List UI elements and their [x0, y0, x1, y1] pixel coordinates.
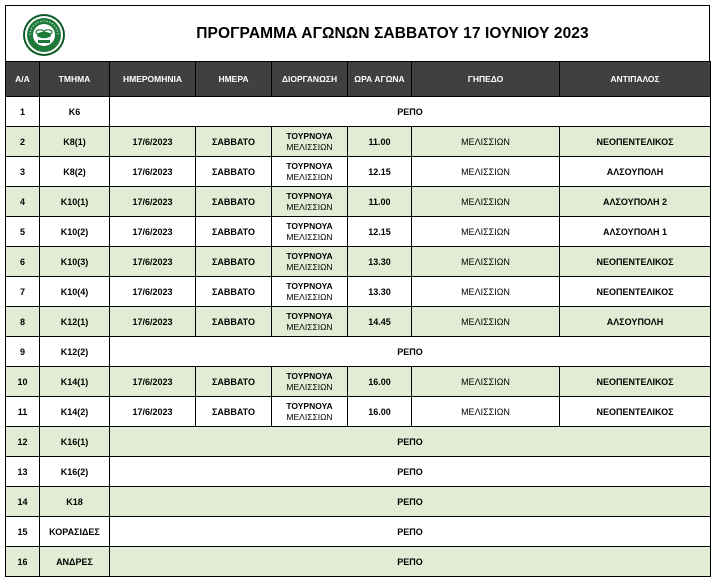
repo-cell: ΡΕΠΟ [110, 547, 711, 577]
competition-cell [272, 187, 348, 217]
venue-cell: ΜΕΛΙΣΣΙΩΝ [412, 247, 560, 277]
competition-line-1: ΤΟΥΡΝΟΥΑ [286, 130, 333, 141]
competition-cell [272, 367, 348, 397]
competition-line-2: ΜΕΛΙΣΣΙΩΝ [286, 171, 333, 182]
column-header: ΔΙΟΡΓΑΝΩΣΗ [272, 62, 348, 97]
competition-cell [272, 397, 348, 427]
competition-line-2: ΜΕΛΙΣΣΙΩΝ [286, 321, 333, 332]
opponent-cell: ΝΕΟΠΕΝΤΕΛΙΚΟΣ [560, 397, 711, 427]
opponent-cell: ΑΛΣΟΥΠΟΛΗ [560, 157, 711, 187]
competition-line-1: ΤΟΥΡΝΟΥΑ [286, 220, 333, 231]
repo-cell: ΡΕΠΟ [110, 457, 711, 487]
competition-cell [272, 157, 348, 187]
date-cell: 17/6/2023 [110, 307, 196, 337]
opponent-cell: ΑΛΣΟΥΠΟΛΗ 1 [560, 217, 711, 247]
competition-line-2: ΜΕΛΙΣΣΙΩΝ [286, 291, 333, 302]
row-number-cell: 1 [6, 97, 40, 127]
club-crest-icon [22, 13, 66, 57]
competition-line-1: ΤΟΥΡΝΟΥΑ [286, 400, 333, 411]
team-cell: Κ10(1) [40, 187, 110, 217]
venue-cell: ΜΕΛΙΣΣΙΩΝ [412, 277, 560, 307]
time-cell: 12.15 [348, 217, 412, 247]
table-row [6, 127, 711, 157]
table-body [6, 97, 711, 577]
time-cell: 16.00 [348, 397, 412, 427]
team-cell: Κ16(2) [40, 457, 110, 487]
table-row [6, 487, 711, 517]
competition-line-1: ΤΟΥΡΝΟΥΑ [286, 250, 333, 261]
competition-line-1: ΤΟΥΡΝΟΥΑ [286, 280, 333, 291]
table-row [6, 337, 711, 367]
table-row [6, 277, 711, 307]
date-cell: 17/6/2023 [110, 157, 196, 187]
time-cell: 14.45 [348, 307, 412, 337]
venue-cell: ΜΕΛΙΣΣΙΩΝ [412, 187, 560, 217]
page-title: ΠΡΟΓΡΑΜΜΑ ΑΓΩΝΩΝ ΣΑΒΒΑΤΟΥ 17 ΙΟΥΝΙΟΥ 2023 [196, 25, 589, 42]
team-cell: Κ14(2) [40, 397, 110, 427]
competition-line-2: ΜΕΛΙΣΣΙΩΝ [286, 201, 333, 212]
day-cell: ΣΑΒΒΑΤΟ [196, 397, 272, 427]
repo-cell: ΡΕΠΟ [110, 97, 711, 127]
table-row [6, 397, 711, 427]
table-row [6, 187, 711, 217]
team-cell: Κ6 [40, 97, 110, 127]
team-cell: Κ12(2) [40, 337, 110, 367]
row-number-cell: 6 [6, 247, 40, 277]
day-cell: ΣΑΒΒΑΤΟ [196, 217, 272, 247]
competition-line-1: ΤΟΥΡΝΟΥΑ [286, 190, 333, 201]
table-row [6, 367, 711, 397]
table-row [6, 457, 711, 487]
opponent-cell: ΝΕΟΠΕΝΤΕΛΙΚΟΣ [560, 127, 711, 157]
table-row [6, 517, 711, 547]
opponent-cell: ΝΕΟΠΕΝΤΕΛΙΚΟΣ [560, 247, 711, 277]
opponent-cell: ΝΕΟΠΕΝΤΕΛΙΚΟΣ [560, 277, 711, 307]
table-row [6, 247, 711, 277]
competition-cell [272, 247, 348, 277]
table-row [6, 217, 711, 247]
repo-cell: ΡΕΠΟ [110, 487, 711, 517]
column-header: ΗΜΕΡΑ [196, 62, 272, 97]
date-cell: 17/6/2023 [110, 397, 196, 427]
table-row [6, 97, 711, 127]
column-header: ΑΝΤΙΠΑΛΟΣ [560, 62, 711, 97]
repo-cell: ΡΕΠΟ [110, 427, 711, 457]
venue-cell: ΜΕΛΙΣΣΙΩΝ [412, 367, 560, 397]
time-cell: 13.30 [348, 277, 412, 307]
column-header: ΤΜΗΜΑ [40, 62, 110, 97]
competition-line-2: ΜΕΛΙΣΣΙΩΝ [286, 141, 333, 152]
repo-cell: ΡΕΠΟ [110, 517, 711, 547]
schedule-sheet [5, 5, 710, 577]
venue-cell: ΜΕΛΙΣΣΙΩΝ [412, 397, 560, 427]
competition-cell [272, 217, 348, 247]
team-cell: Κ18 [40, 487, 110, 517]
competition-line-2: ΜΕΛΙΣΣΙΩΝ [286, 231, 333, 242]
day-cell: ΣΑΒΒΑΤΟ [196, 187, 272, 217]
row-number-cell: 13 [6, 457, 40, 487]
column-header: ΗΜΕΡΟΜΗΝΙΑ [110, 62, 196, 97]
time-cell: 11.00 [348, 127, 412, 157]
date-cell: 17/6/2023 [110, 217, 196, 247]
venue-cell: ΜΕΛΙΣΣΙΩΝ [412, 157, 560, 187]
competition-line-1: ΤΟΥΡΝΟΥΑ [286, 310, 333, 321]
column-header: ΓΗΠΕΔΟ [412, 62, 560, 97]
row-number-cell: 7 [6, 277, 40, 307]
competition-line-2: ΜΕΛΙΣΣΙΩΝ [286, 411, 333, 422]
row-number-cell: 2 [6, 127, 40, 157]
competition-line-2: ΜΕΛΙΣΣΙΩΝ [286, 381, 333, 392]
team-cell: Κ10(4) [40, 277, 110, 307]
venue-cell: ΜΕΛΙΣΣΙΩΝ [412, 127, 560, 157]
day-cell: ΣΑΒΒΑΤΟ [196, 277, 272, 307]
row-number-cell: 3 [6, 157, 40, 187]
team-cell: Κ14(1) [40, 367, 110, 397]
row-number-cell: 4 [6, 187, 40, 217]
competition-cell [272, 127, 348, 157]
row-number-cell: 8 [6, 307, 40, 337]
row-number-cell: 15 [6, 517, 40, 547]
competition-cell [272, 277, 348, 307]
table-row [6, 157, 711, 187]
competition-line-2: ΜΕΛΙΣΣΙΩΝ [286, 261, 333, 272]
date-cell: 17/6/2023 [110, 127, 196, 157]
team-cell: Κ8(2) [40, 157, 110, 187]
row-number-cell: 10 [6, 367, 40, 397]
competition-line-1: ΤΟΥΡΝΟΥΑ [286, 370, 333, 381]
time-cell: 11.00 [348, 187, 412, 217]
table-row [6, 547, 711, 577]
team-cell: Κ10(3) [40, 247, 110, 277]
team-cell: Κ10(2) [40, 217, 110, 247]
competition-cell [272, 307, 348, 337]
venue-cell: ΜΕΛΙΣΣΙΩΝ [412, 307, 560, 337]
time-cell: 13.30 [348, 247, 412, 277]
date-cell: 17/6/2023 [110, 247, 196, 277]
team-cell: Κ8(1) [40, 127, 110, 157]
schedule-table [5, 61, 711, 577]
row-number-cell: 5 [6, 217, 40, 247]
date-cell: 17/6/2023 [110, 187, 196, 217]
row-number-cell: 12 [6, 427, 40, 457]
team-cell: Κ12(1) [40, 307, 110, 337]
team-cell: ΑΝΔΡΕΣ [40, 547, 110, 577]
sheet-header [5, 5, 710, 61]
team-cell: ΚΟΡΑΣΙΔΕΣ [40, 517, 110, 547]
opponent-cell: ΑΛΣΟΥΠΟΛΗ [560, 307, 711, 337]
day-cell: ΣΑΒΒΑΤΟ [196, 157, 272, 187]
day-cell: ΣΑΒΒΑΤΟ [196, 307, 272, 337]
table-row [6, 307, 711, 337]
time-cell: 16.00 [348, 367, 412, 397]
row-number-cell: 9 [6, 337, 40, 367]
day-cell: ΣΑΒΒΑΤΟ [196, 367, 272, 397]
opponent-cell: ΝΕΟΠΕΝΤΕΛΙΚΟΣ [560, 367, 711, 397]
day-cell: ΣΑΒΒΑΤΟ [196, 127, 272, 157]
row-number-cell: 14 [6, 487, 40, 517]
table-row [6, 427, 711, 457]
row-number-cell: 11 [6, 397, 40, 427]
opponent-cell: ΑΛΣΟΥΠΟΛΗ 2 [560, 187, 711, 217]
row-number-cell: 16 [6, 547, 40, 577]
column-header: ΩΡΑ ΑΓΩΝΑ [348, 62, 412, 97]
column-header: Α/Α [6, 62, 40, 97]
venue-cell: ΜΕΛΙΣΣΙΩΝ [412, 217, 560, 247]
repo-cell: ΡΕΠΟ [110, 337, 711, 367]
competition-line-1: ΤΟΥΡΝΟΥΑ [286, 160, 333, 171]
date-cell: 17/6/2023 [110, 277, 196, 307]
time-cell: 12.15 [348, 157, 412, 187]
date-cell: 17/6/2023 [110, 367, 196, 397]
day-cell: ΣΑΒΒΑΤΟ [196, 247, 272, 277]
team-cell: Κ16(1) [40, 427, 110, 457]
table-header-row [6, 62, 711, 97]
